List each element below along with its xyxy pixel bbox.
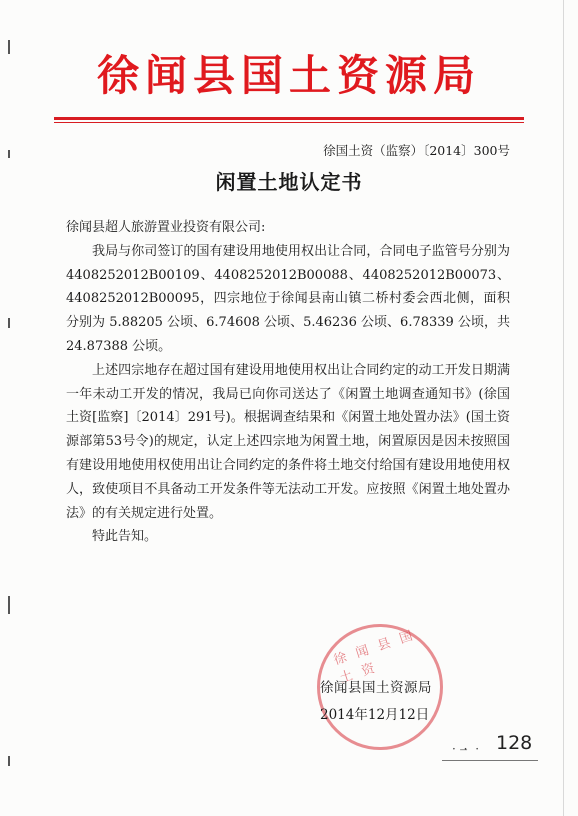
- letterhead-rule-thick: [54, 117, 524, 120]
- page-number: 128: [496, 732, 533, 754]
- binding-mark: [8, 318, 10, 328]
- paragraph-notice: 特此告知。: [92, 529, 158, 545]
- binding-mark: [8, 150, 10, 158]
- letterhead-rule-thin: [54, 122, 524, 123]
- addressee: 徐闻县超人旅游置业投资有限公司:: [66, 220, 266, 235]
- document-body: [66, 216, 510, 549]
- seal-text: 徐闻县国土资: [331, 625, 425, 687]
- signature-date: 2014年12月12日: [320, 707, 430, 723]
- page-number-dots: · ·̶ ·: [452, 742, 482, 756]
- binding-mark: [8, 756, 10, 766]
- binding-mark: [8, 40, 10, 54]
- document-number: 徐国土资（监察）〔2014〕300号: [323, 143, 510, 158]
- page-edge-line: [563, 0, 564, 816]
- document-title: 闲置土地认定书: [215, 170, 363, 194]
- paragraph-determination: 上述四宗地存在超过国有建设用地使用权出让合同约定的动工开发日期满一年未动工开发的情况，我局已向你司送达了《闲置土地调查通知书》(徐国土资[监察]〔2014〕291号)。根据调查结果和《闲置土地处置办法》(国土资源部第53号令)的规定，认定上述四宗地为闲置土地，闲置原因是因未按照国有建设用地使用权使用出让合同约定的条件将土地交付给国有建设用地使用权人，致使项目不具备动工开发条件等无法动工开发。应按照《闲置土地处置办法》的有关规定进行处置。: [66, 362, 510, 521]
- scan-underline: [442, 760, 538, 761]
- signature-org: 徐闻县国土资源局: [320, 680, 432, 696]
- paragraph-contract: 我局与你司签订的国有建设用地使用权出让合同，合同电子监管号分别为 4408252012B00109、4408252012B00088、4408252012B00073、4408252012B00095，四宗地位于徐闻县南山镇二桥村委会西北侧，面积分别为 5.88205 公顷、6.74608 公顷、5.46236 公顷、6.78339 公顷，共 24.87388 公顷。: [66, 243, 510, 354]
- binding-mark: [8, 596, 10, 614]
- org-letterhead: 徐闻县国土资源局: [96, 51, 481, 100]
